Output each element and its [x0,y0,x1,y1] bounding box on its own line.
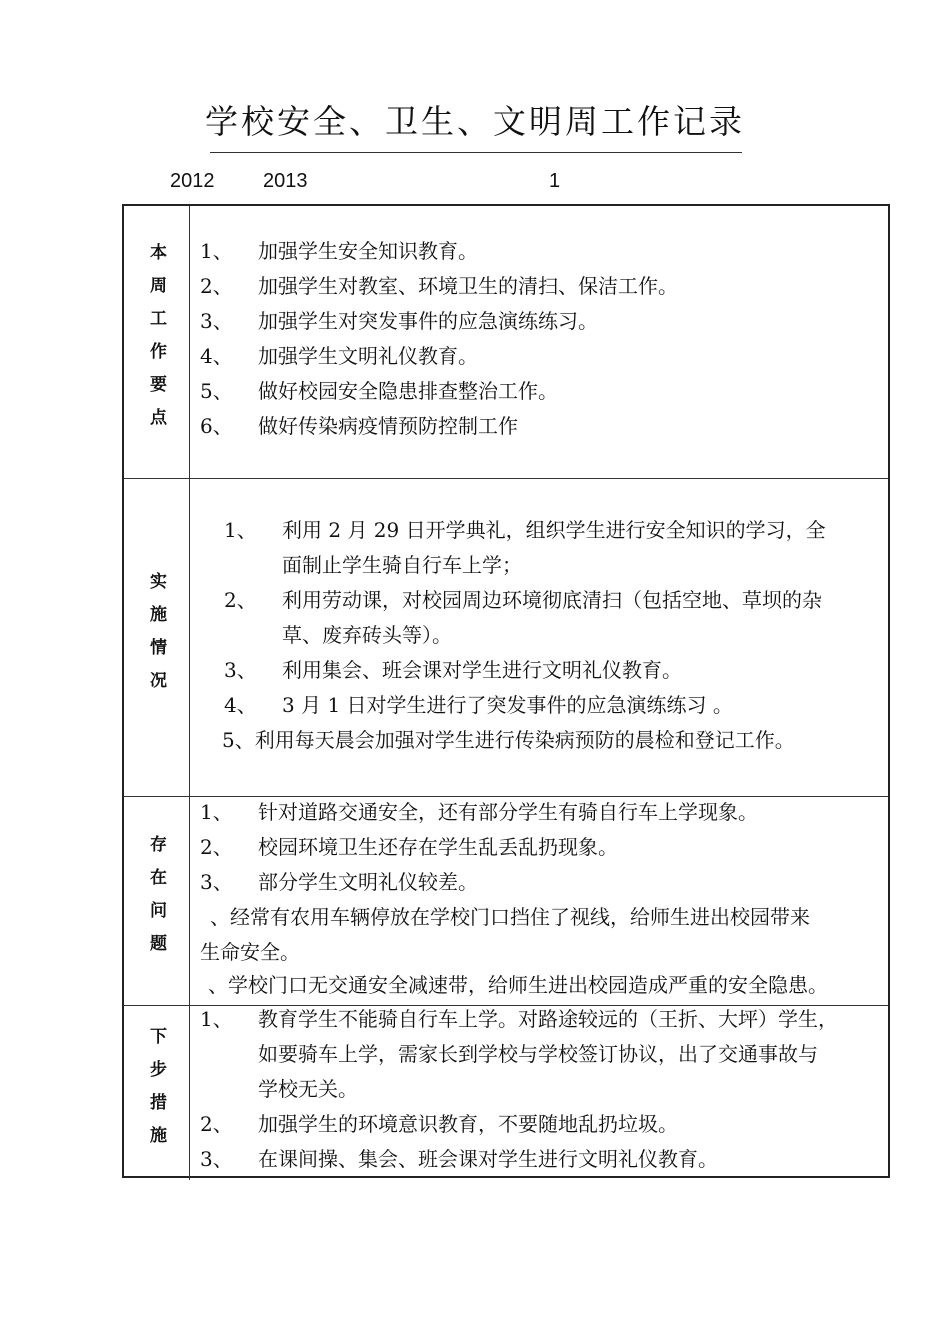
list-item [200,869,478,895]
section-existing-problems [124,797,888,1006]
section-next-steps [124,1006,888,1180]
section-label-cell [124,1006,190,1180]
item-text: 加强学生的环境意识教育，不要随地乱扔垃圾。 [258,1112,678,1136]
item-number: 2、 [200,835,233,859]
item-text: 加强学生安全知识教育。 [258,239,478,263]
list-item [200,378,558,404]
section-label-cell [124,206,190,478]
item-text: 部分学生文明礼仪较差。 [258,870,478,894]
item-number: 2、 [200,274,233,298]
item-text: 面制止学生骑自行车上学； [282,553,522,577]
list-item [200,1146,718,1172]
title-underline [210,152,742,153]
list-item [200,308,598,334]
item-text: 利用 2 月 29 日开学典礼，组织学生进行安全知识的学习，全 [282,518,826,542]
item-text: 加强学生对突发事件的应急演练练习。 [258,309,598,333]
item-number: 1、 [200,1007,233,1031]
list-item [200,1006,838,1032]
list-item [224,657,682,683]
section-content-cell [190,797,888,1005]
item-text: 如要骑车上学，需家长到学校与学校签订协议，出了交通事故与 [258,1042,818,1066]
item-text: 生命安全。 [200,940,300,964]
item-number: 2、 [200,1112,233,1136]
list-item [200,343,478,369]
section-label: 下步措施 [146,1027,166,1159]
page-title: 学校安全、卫生、文明周工作记录 [205,102,745,141]
item-text: 加强学生对教室、环境卫生的清扫、保洁工作。 [258,274,678,298]
list-item [208,972,828,998]
item-text: 、学校门口无交通安全减速带，给师生进出校园造成严重的安全隐患。 [208,973,828,997]
section-label: 存在问题 [146,835,166,967]
list-item-continuation [258,1041,818,1067]
item-number: 1、 [200,800,233,824]
list-item [224,692,733,718]
item-text: 教育学生不能骑自行车上学。对路途较远的（王折、大坪）学生， [258,1007,838,1031]
item-text: 加强学生文明礼仪教育。 [258,344,478,368]
section-weekly-focus [124,206,888,479]
section-label-cell [124,479,190,796]
item-number: 3、 [200,870,233,894]
item-number: 3、 [224,658,257,682]
item-text: 草、废弃砖头等）。 [282,623,452,647]
list-item [200,413,518,439]
list-item-continuation [258,1076,358,1102]
item-text: 5、利用每天晨会加强对学生进行传染病预防的晨检和登记工作。 [222,728,795,752]
item-number: 2、 [224,588,257,612]
section-label: 实施情况 [146,571,166,704]
item-text: 学校无关。 [258,1077,358,1101]
list-item [200,834,618,860]
list-item-continuation [282,552,522,578]
section-implementation [124,479,888,797]
item-text: 3 月 1 日对学生进行了突发事件的应急演练练习 。 [282,693,733,717]
list-item [200,273,678,299]
item-number: 1、 [200,239,233,263]
list-item [224,517,826,543]
item-number: 3、 [200,309,233,333]
item-text: 做好校园安全隐患排查整治工作。 [258,379,558,403]
school-year-start: 2012 [170,170,215,192]
section-content-cell [190,1006,888,1180]
section-label: 本周工作要点 [146,243,166,441]
item-number: 1、 [224,518,257,542]
item-text: 、经常有农用车辆停放在学校门口挡住了视线，给师生进出校园带来 [210,905,810,929]
item-number: 6、 [200,414,233,438]
list-item-continuation [282,622,452,648]
item-number: 3、 [200,1147,233,1171]
list-item [200,1111,678,1137]
section-content-cell [190,479,888,796]
record-table [122,204,890,1178]
item-number: 4、 [224,693,257,717]
week-number: 1 [549,170,561,192]
list-item [224,587,822,613]
item-number: 5、 [200,379,233,403]
item-text: 针对道路交通安全，还有部分学生有骑自行车上学现象。 [258,800,758,824]
school-year-end: 2013 [263,170,308,192]
section-content-cell [190,206,888,478]
item-text: 利用劳动课，对校园周边环境彻底清扫（包括空地、草坝的杂 [282,588,822,612]
list-item [200,238,478,264]
section-label-cell [124,797,190,1005]
item-text: 在课间操、集会、班会课对学生进行文明礼仪教育。 [258,1147,718,1171]
item-text: 利用集会、班会课对学生进行文明礼仪教育。 [282,658,682,682]
list-item [210,904,810,930]
item-number: 4、 [200,344,233,368]
item-text: 校园环境卫生还存在学生乱丢乱扔现象。 [258,835,618,859]
list-item [222,727,795,753]
item-text: 做好传染病疫情预防控制工作 [258,414,518,438]
list-item-continuation [200,939,300,965]
list-item [200,799,758,825]
